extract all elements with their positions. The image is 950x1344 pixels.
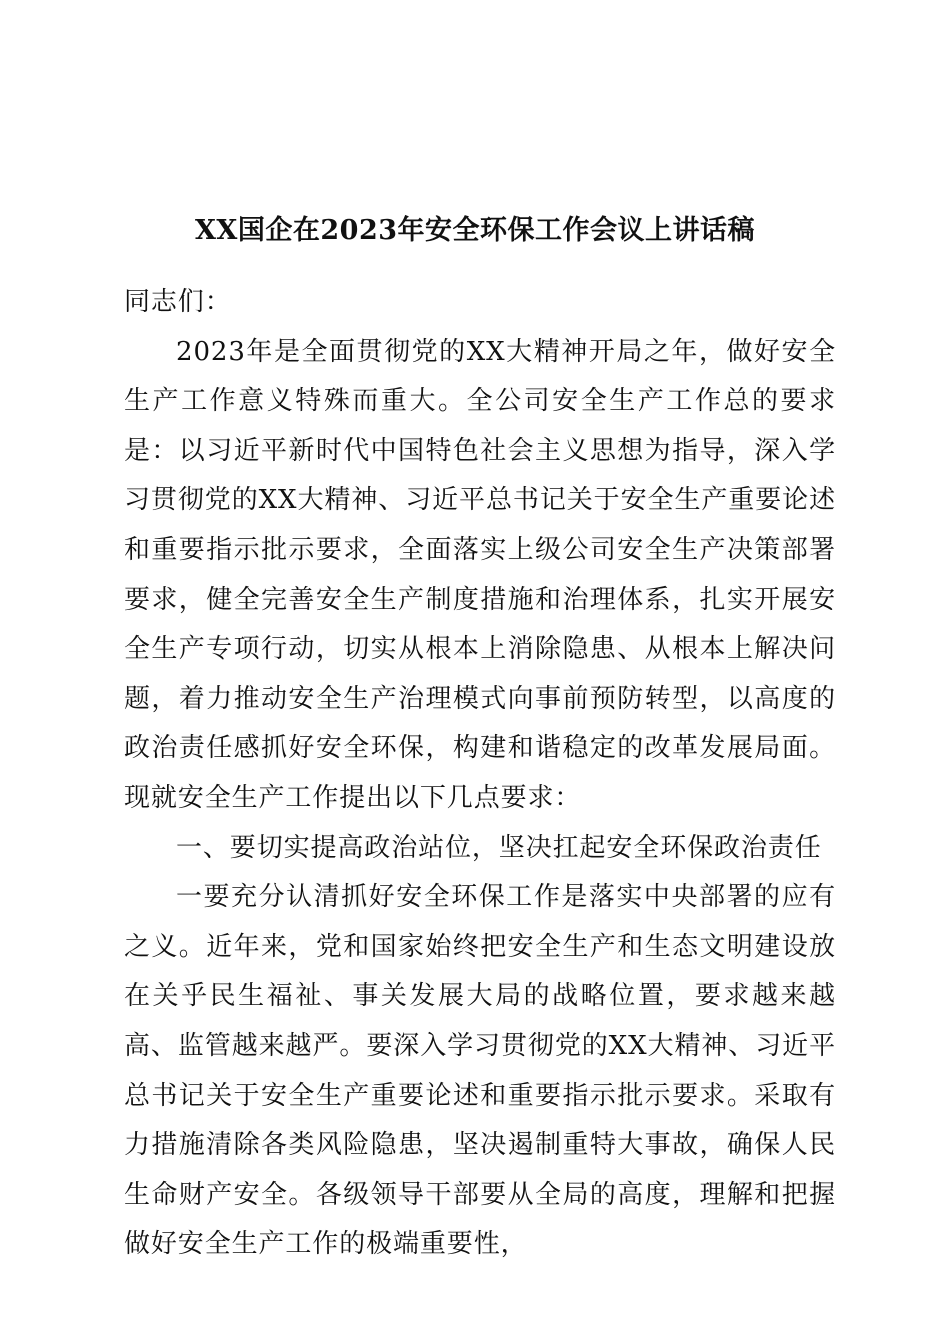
document-title: XX国企在2023年安全环保工作会议上讲话稿 [194,215,756,246]
section-heading-1: 一、要切实提高政治站位，坚决扛起安全环保政治责任 [176,832,822,863]
paragraph-intro: 2023年是全面贯彻党的XX大精神开局之年，做好安全生产工作意义特殊而重大。全公司安全生产工作总的要求是：以习近平新时代中国特色社会主义思想为指导，深入学习贯彻党的XX大精神、习近平总书记关于安全生产重要论述和重要指示批示要求，全面落实上级公司安全生产决策部署要求，健全完善安全生产制度措施和治理体系，扎实开展安全生产专项行动，切实从根本上消除隐患、从根本上解决问题，着力推动安全生产治理模式向事前预防转型，以高度的政治责任感抓好安全环保，构建和谐稳定的改革发展局面。现就安全生产工作提出以下几点要求： [124,336,836,813]
paragraph-point-1: 一要充分认清抓好安全环保工作是落实中央部署的应有之义。近年来，党和国家始终把安全生产和生态文明建设放在关乎民生福祉、事关发展大局的战略位置，要求越来越高、监管越来越严。要深入学习贯彻党的XX大精神、习近平总书记关于安全生产重要论述和重要指示批示要求。采取有力措施清除各类风险隐患，坚决遏制重特大事故，确保人民生命财产安全。各级领导干部要从全局的高度，理解和把握做好安全生产工作的极端重要性， [124,882,836,1260]
salutation: 同志们： [124,287,232,317]
document-body [124,278,836,1270]
